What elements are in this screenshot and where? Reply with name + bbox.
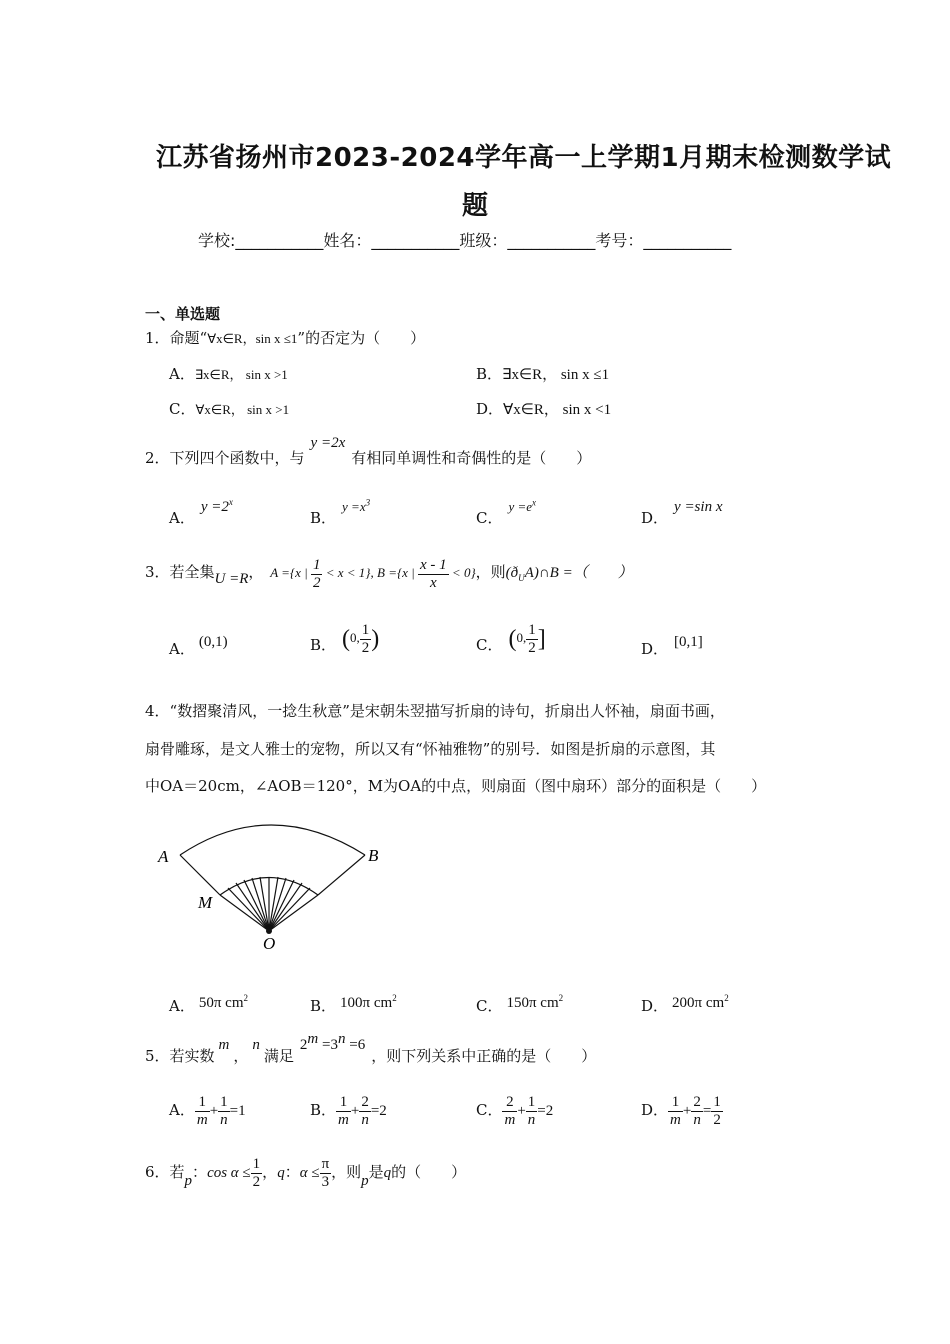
q5-equation xyxy=(299,1031,366,1053)
q3-d: A)∩B =（ ） xyxy=(524,565,633,581)
paren: ( xyxy=(508,626,517,653)
option-sup: 2 xyxy=(724,993,729,1003)
denominator: 2 xyxy=(252,1173,261,1190)
rhs: =2 xyxy=(370,1103,387,1119)
option-label: D． xyxy=(641,997,669,1015)
numerator: x - 1 xyxy=(420,557,447,574)
q6-text-b: ，则 xyxy=(331,1163,362,1181)
q3-text-a: 3．若全集 xyxy=(145,563,215,581)
q3-frac-1 xyxy=(311,557,323,591)
doc-title-line2: 题 xyxy=(462,191,489,221)
q4-option-d[interactable] xyxy=(641,995,729,1016)
label-b: B xyxy=(368,846,379,865)
rib xyxy=(252,878,269,931)
q6-alpha: α ≤ xyxy=(299,1165,320,1181)
rhs: = xyxy=(702,1103,712,1119)
q4-option-b[interactable] xyxy=(310,995,397,1016)
student-info-line: 学校:___________姓名：___________班级：___________考号：___________ xyxy=(198,231,732,250)
q6-frac-2 xyxy=(320,1156,332,1190)
q3-sets xyxy=(270,557,476,591)
option-label: D． xyxy=(476,400,504,418)
option-frac xyxy=(691,1094,703,1128)
q1-option-a[interactable] xyxy=(169,363,288,384)
option-frac xyxy=(360,622,372,656)
option-math: ∃x∈R， sin x ≤1 xyxy=(502,367,610,383)
option-label: B． xyxy=(476,365,503,383)
outer-arc xyxy=(180,825,365,855)
option-label: C． xyxy=(476,997,503,1015)
option-math: y =sin x xyxy=(674,499,723,515)
q4-option-a[interactable] xyxy=(169,995,248,1016)
denominator: m xyxy=(670,1111,681,1128)
operator: + xyxy=(517,1103,526,1119)
bracket: ] xyxy=(537,626,546,653)
option-sup: 2 xyxy=(558,993,564,1003)
question-5-stem xyxy=(145,1031,597,1066)
option-math: 200π cm xyxy=(672,995,725,1011)
q6-var-p: p xyxy=(184,1173,193,1189)
q3-set-c: < 0} xyxy=(448,565,476,580)
question-4-line2: 扇骨雕琢，是文人雅士的宠物，所以又有“怀袖雅物”的别号．如图是折扇的示意图，其 xyxy=(145,740,716,758)
numerator: 1 xyxy=(713,1094,721,1110)
q6-colon: ： xyxy=(192,1163,208,1181)
numerator: 1 xyxy=(252,1156,261,1172)
numerator: 1 xyxy=(668,1094,683,1112)
denominator: 2 xyxy=(361,639,370,656)
question-4-line3: 中OA＝20cm，∠AOB＝120°，M为OA的中点，则扇面（图中扇环）部分的面积是（ ） xyxy=(145,777,767,795)
option-label: A． xyxy=(169,509,195,527)
numerator: π xyxy=(321,1156,330,1172)
q2-math: y =2x xyxy=(310,435,346,451)
option-math: 50π cm xyxy=(198,995,244,1011)
q4-option-c[interactable] xyxy=(476,995,563,1016)
operator: + xyxy=(682,1103,692,1119)
numerator: 1 xyxy=(361,622,370,639)
q6-text-c: 是 xyxy=(368,1163,384,1181)
option-label: B． xyxy=(310,636,337,654)
operator: + xyxy=(209,1103,219,1119)
rhs: =2 xyxy=(537,1103,554,1119)
option-label: A． xyxy=(169,997,195,1015)
option-math: 150π cm xyxy=(506,995,559,1011)
q6-var-q: q xyxy=(383,1165,392,1181)
option-math-wrap xyxy=(201,499,233,515)
option-frac xyxy=(502,1094,517,1128)
q1-option-d[interactable] xyxy=(476,398,611,419)
option-math: ∃x∈R， sin x >1 xyxy=(194,367,288,382)
numerator: 2 xyxy=(361,1094,369,1110)
label-m: M xyxy=(198,893,213,912)
q6-text-a: 6．若 xyxy=(145,1163,185,1181)
option-label: D． xyxy=(641,509,669,527)
denominator: m xyxy=(338,1111,349,1128)
q3-set-a: A ={x | xyxy=(270,565,311,580)
option-math: [0,1] xyxy=(674,634,703,650)
q3-universe: U =R xyxy=(214,571,249,587)
option-math-wrap xyxy=(506,995,563,1011)
numerator: 1 xyxy=(528,622,536,639)
option-sup: 3 xyxy=(365,497,371,508)
denominator: n xyxy=(693,1111,701,1128)
q3-option-a[interactable] xyxy=(169,634,228,659)
q3-option-d[interactable] xyxy=(641,634,703,659)
section-heading: 一、单选题 xyxy=(145,305,221,323)
denominator: n xyxy=(361,1111,369,1128)
option-frac xyxy=(218,1094,230,1128)
q1-text-a: 1．命题“ xyxy=(145,329,208,347)
denominator: n xyxy=(527,1111,536,1128)
option-sup: x xyxy=(228,497,233,507)
option-frac xyxy=(711,1094,723,1128)
rib xyxy=(269,878,286,931)
option-math-wrap xyxy=(508,499,536,514)
option-label: C． xyxy=(476,509,503,527)
eq-sup: n xyxy=(337,1031,346,1047)
option-math: 100π cm xyxy=(340,995,393,1011)
option-label: A． xyxy=(169,365,195,383)
option-sup: 2 xyxy=(243,993,248,1003)
label-o: O xyxy=(263,934,276,953)
question-3-stem: 3．若全集U =R， A ={x | $\frac{1}{2}$ < x < 1}, B ={x | $\frac{x - 1}{x}$ < 0}，则$(ð_UA)\cap B$ =（ ） xyxy=(145,557,633,591)
q1-option-b[interactable] xyxy=(476,363,609,384)
operator: + xyxy=(350,1103,360,1119)
option-math: ∀x∈R， sin x >1 xyxy=(195,402,290,417)
option-math: 0, xyxy=(516,630,527,645)
q1-text-b: ”的否定为（ ） xyxy=(297,329,426,347)
option-sup: 2 xyxy=(392,993,397,1003)
edge-oa xyxy=(180,855,220,895)
rib xyxy=(220,895,269,931)
question-6-stem xyxy=(145,1150,466,1195)
rib xyxy=(269,895,318,931)
option-label: C． xyxy=(476,1101,503,1119)
label-a: A xyxy=(158,847,169,866)
option-math: (0,1) xyxy=(198,634,228,650)
option-math-wrap xyxy=(342,622,380,656)
option-frac xyxy=(668,1094,683,1128)
numerator: 2 xyxy=(502,1094,517,1112)
q3-set-b: < x < 1}, B ={x | xyxy=(322,565,419,580)
q6-var-q: q xyxy=(277,1165,285,1181)
eq-base: 2 xyxy=(299,1037,308,1053)
q2-option-a[interactable] xyxy=(169,497,233,528)
q6-text-d: 的（ ） xyxy=(391,1163,467,1181)
q6-cos: cos α ≤ xyxy=(207,1165,251,1181)
option-frac xyxy=(359,1094,371,1128)
q3-c: (ð xyxy=(505,565,519,581)
option-label: B． xyxy=(310,997,337,1015)
rib xyxy=(269,883,302,931)
eq-mid: =3 xyxy=(318,1037,338,1053)
eq-end: =6 xyxy=(345,1037,366,1053)
numerator: 1 xyxy=(220,1094,228,1110)
denominator: m xyxy=(196,1111,208,1128)
numerator: 1 xyxy=(195,1094,210,1112)
option-label: C． xyxy=(476,636,503,654)
numerator: 1 xyxy=(527,1094,536,1110)
q3-text-b: ，则 xyxy=(475,563,506,581)
q2-option-b[interactable] xyxy=(310,497,371,528)
q5-option-c[interactable] xyxy=(476,1088,553,1133)
q3-option-b[interactable] xyxy=(310,620,379,672)
denominator: 2 xyxy=(528,639,536,656)
question-4-line1: 4．“数摺聚清风，一捻生秋意”是宋朝朱翌描写折扇的诗句，折扇出人怀袖，扇面书画， xyxy=(145,702,725,720)
option-frac xyxy=(336,1094,351,1128)
option-math: y =2 xyxy=(200,499,229,515)
q3-sub: U xyxy=(518,573,525,583)
rib xyxy=(236,883,269,931)
option-math: y =e xyxy=(508,499,533,514)
option-frac xyxy=(526,1094,538,1128)
option-math: y =x xyxy=(342,499,366,514)
folding-fan-figure xyxy=(150,815,390,955)
q1-option-c[interactable] xyxy=(169,398,289,419)
fan-drawing xyxy=(180,825,365,931)
rhs: =1 xyxy=(229,1103,246,1119)
q5-text-a: 5．若实数 xyxy=(145,1047,215,1065)
option-label: C． xyxy=(169,400,196,418)
q5-var-m: m xyxy=(218,1037,230,1053)
q5-text-b: 满足 xyxy=(263,1047,294,1065)
numerator: 1 xyxy=(336,1094,351,1112)
denominator: 3 xyxy=(321,1173,330,1190)
question-1-stem xyxy=(145,327,425,348)
paren: ( xyxy=(342,626,351,653)
option-math-wrap xyxy=(508,622,546,656)
q2-option-d[interactable] xyxy=(641,499,723,528)
q5-option-b[interactable] xyxy=(310,1088,387,1133)
question-2-stem xyxy=(145,435,592,468)
denominator: x xyxy=(430,574,437,591)
q2-option-c[interactable] xyxy=(476,497,537,528)
q3-complement xyxy=(506,565,633,581)
q6-colon: ： xyxy=(284,1163,300,1181)
option-math-wrap xyxy=(340,995,397,1011)
q6-sep: ， xyxy=(262,1163,278,1181)
q1-math: ∀x∈R，sin x ≤1 xyxy=(207,331,298,346)
q5-comma: ， xyxy=(233,1047,249,1065)
option-label: A． xyxy=(169,640,195,658)
option-label: D． xyxy=(641,640,669,658)
option-math: 0, xyxy=(350,630,360,645)
denominator: n xyxy=(220,1111,228,1128)
option-label: D． xyxy=(641,1101,669,1119)
q2-text-b: 有相同单调性和奇偶性的是（ ） xyxy=(351,449,592,467)
q5-option-d[interactable] xyxy=(641,1088,723,1133)
q2-text-a: 2．下列四个函数中，与 xyxy=(145,449,305,467)
option-math-wrap xyxy=(199,995,248,1011)
edge-ob xyxy=(318,855,365,895)
option-frac xyxy=(526,622,538,656)
q6-var-p: p xyxy=(361,1173,369,1189)
denominator: 2 xyxy=(312,574,321,591)
q3-frac-2 xyxy=(418,557,449,591)
q5-option-a[interactable] xyxy=(169,1088,246,1133)
option-math: ∀x∈R， sin x <1 xyxy=(503,402,612,418)
option-sup: x xyxy=(532,497,537,508)
denominator: m xyxy=(504,1111,516,1128)
paren: ) xyxy=(371,626,380,653)
eq-sup: m xyxy=(307,1031,319,1047)
option-frac xyxy=(195,1094,210,1128)
q5-text-c: ，则下列关系中正确的是（ ） xyxy=(371,1047,597,1065)
option-label: A． xyxy=(169,1101,195,1119)
q6-frac-1 xyxy=(251,1156,263,1190)
option-math-wrap xyxy=(342,499,370,514)
q3-option-c[interactable] xyxy=(476,620,546,672)
numerator: 1 xyxy=(312,557,321,574)
option-label: B． xyxy=(310,1101,337,1119)
denominator: 2 xyxy=(713,1111,721,1128)
option-label: B． xyxy=(310,509,337,527)
q5-var-n: n xyxy=(252,1037,260,1053)
numerator: 2 xyxy=(693,1094,701,1110)
doc-title-line1: 江苏省扬州市2023-2024学年高一上学期1月期末检测数学试 xyxy=(156,143,892,173)
option-math-wrap xyxy=(672,995,729,1011)
